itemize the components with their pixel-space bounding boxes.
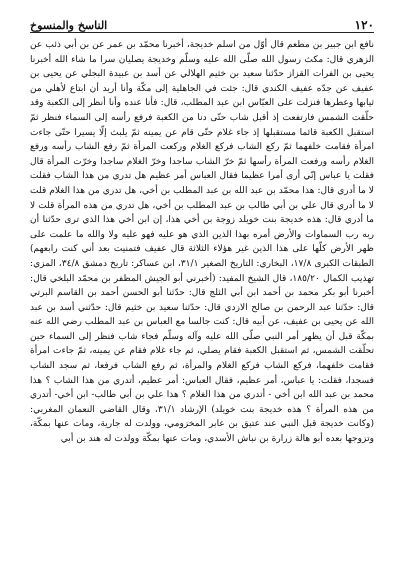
page-number: ١٢٠ (354, 18, 374, 32)
body-paragraph: نافع ابن جبير بن مطعم قال أوّل من اسلم خديجة، أخبرنا محمّد بن عمر عن بن أبي ذئب عن الزهري قال: مكث رسول الله صلّى الله عليه وسلّم وخديجة يصليان سرا ما شاء الله أخبرنا يحيى بن الفرات القزاز حدّثنا سعيد بن خثيم الهلالي عن أسد بن عبيدة البجلي عن يحيى بن عفيف عن جدّه عفيف الكندي قال: جئت في الجاهلية إلى مكّة وأنا أريد أن ابتاع لأهلي من ثيابها وعطرها فنزلت على العبّاس ابن عبد المطلب، قال: فأنا عنده وأنا أنظر إلى الكعبة وقد حلّقت الشمس فارتفعت إذ أقبل شاب حتّى دنا من الكعبة فرفع رأسه إلى السماء فنظر ثمّ استقبل الكعبة قائما مستقبلها إذ جاء غلام حتّى قام عن يمينه ثمّ يلبث إلّا يسيرا حتّى جاءت امرأة فقامت خلفهما ثمّ ركع الشاب فركع الغلام وركعت المرأة ثمّ رفع الشاب رأسه ورفع الغلام رأسه ورفعت المرأة رأسها ثمّ خرّ الشاب ساجدا وخرّ الغلام ساجدا وخرّت المرأة قال فقلت يا عباس إنّي أرى أمرا عظيما فقال العباس أمر عظيم هل تدري من هذا الشاب فقلت لا ما أدري قال: هذا محمّد بن عبد الله بن عبد المطلب بن أخي، هل تدري من هذا الغلام قلت لا ما أدري قال علي بن أبي طالب بن عبد المطلب بن أخي، هل تدري من هذه المرأة قلت لا ما أدري قال: هذه خديجة بنت خويلد زوجة بن أخي هذا، إن ابن أخي هذا الذي ترى حدّثنا أن ربه رب السماوات والأرض أمره بهذا الذين الذي هو عليه فهو عليه ولا والله ما علمت على ظهر الأرض كلّها على هذا الذين غير هؤلاء الثلاثة قال عفيف فتمنيت بعد أني كنت رابعهم) الطبقات الكبرى ١٧/٨، البخاري: التاريخ الصغير ٣١/١، ابن عساكر: تاريخ دمشق ٣٤/٨، المزي: تهذيب الكمال ١٨٥/٢٠، قال الشيخ المفيد: (أخبرني أبو الجيش المظفر بن محمّد البلخي قال: أخبرنا أبو بكر محمد بن أحمد ابن أبي الثلج قال: حدّثنا أبو الحسن أحمد بن القاسم البرتي قال: حدّثنا عبد الرحمن بن صالح الازدي قال: حدّثنا سعيد بن خثيم قال: حدّثني أسد بن عبد الله عن يحيى بن عفيف، عن أبيه قال: كنت جالسا مع العباس بن عبد المطلب رضي الله عنه بمكّة قبل أن يظهر أمر النبي صلّى الله عليه وآله وسلّم فجاء شاب فنظر إلى السماء حين تحلّقت الشمس، ثم استقبل الكعبة فقام يصلي، ثم جاء غلام فقام عن يمينه، ثمّ جاءت امرأة فقامت خلفهما، فركع الشاب فركع الغلام والمرأة، ثم رفع الشاب فرفعا، ثم سجد الشاب فسجدا، فقلت: يا عباس، أمر عظيم، فقال العباس: أمر عظيم، أتدري من هذا الشاب ؟ هذا محمد بن عبد الله ابن أخي - أتدري من هذا الغلام ؟ هذا علي بن أبي طالب- ابن أخي- أتدري من هذه المرأة ؟ هذه خديجة بنت خويلد) الإرشاد ٣١/١، وقال القاضي النعمان المغربي: (وكانت خديجة قبل النبي عند عتيق بن عابر المخزومي، وولدت له جارية، ومات عنها بمكّة، وتزوجها بعده أبو هالة زرارة بن نباش الأسدي، ومات عنها بمكّة وولدت له هند بن أبي (30, 40, 374, 445)
header-rule (30, 32, 374, 33)
running-title: الناسخ والمنسوخ (30, 19, 108, 32)
running-header (30, 12, 374, 32)
page-body (30, 38, 374, 447)
